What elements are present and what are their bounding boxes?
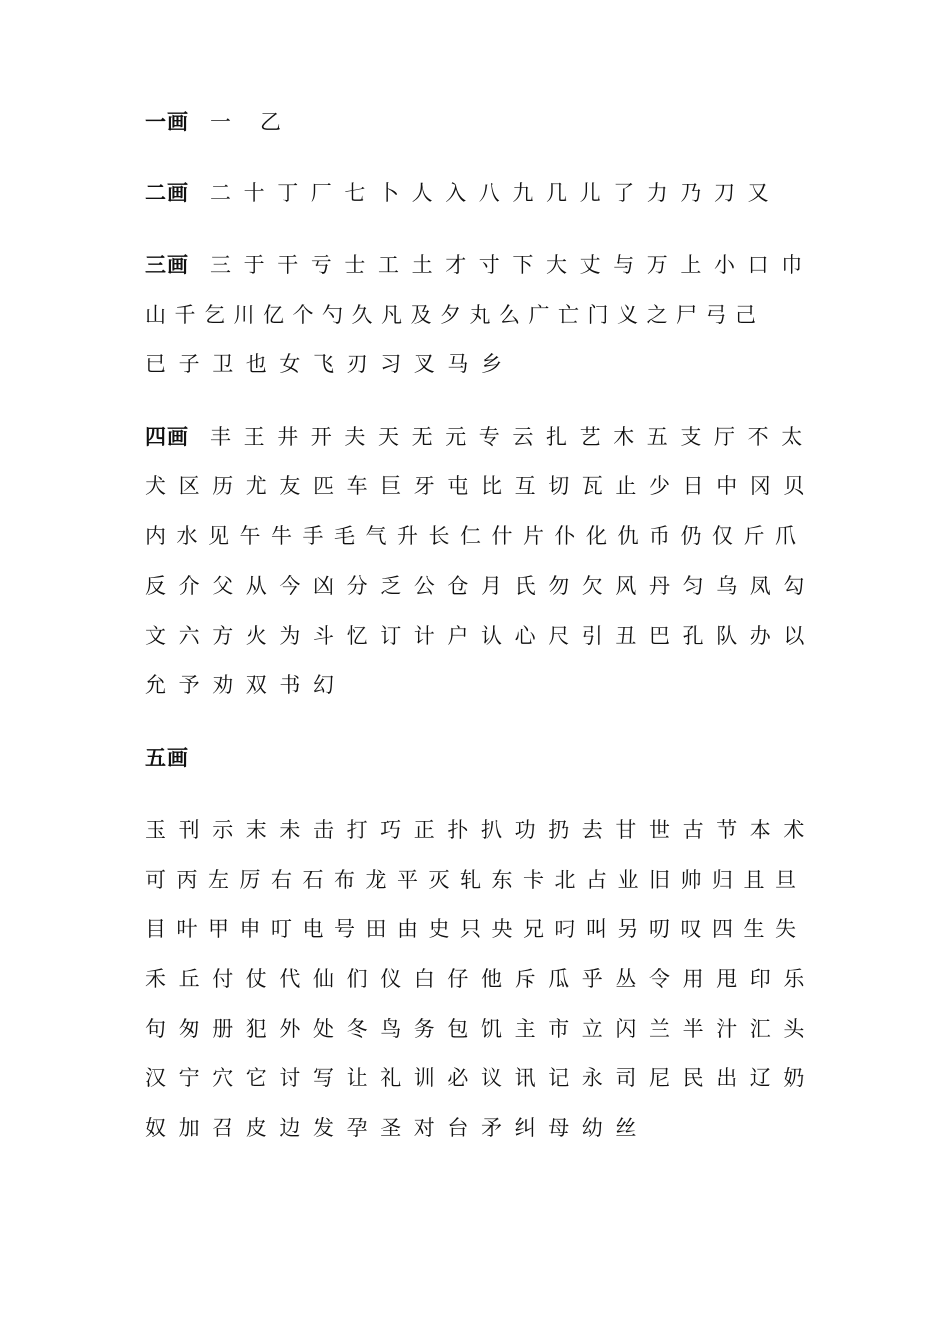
section-heading: 一画 (145, 109, 189, 134)
character-line: 三于干亏士工土才寸下大丈与万上小口巾 (210, 253, 815, 277)
character-line: 句匆册犯外处冬鸟务包饥主市立闪兰半汁汇头 (145, 1017, 817, 1041)
section-heading: 三画 (145, 252, 189, 277)
section-4-strokes (145, 420, 815, 454)
character-line: 丰王井开夫天无元专云扎艺木五支厅不太 (210, 425, 815, 449)
character-line: 奴加召皮边发孕圣对台矛纠母幼丝 (145, 1116, 649, 1140)
section-heading: 四画 (145, 424, 189, 449)
character-line: 文六方火为斗忆订计户认心尺引丑巴孔队办以 (145, 624, 817, 648)
character-line: 犬区历尤友匹车巨牙屯比互切瓦止少日中冈贝 (145, 474, 817, 498)
section-2-strokes (145, 176, 781, 210)
character-line: 一 乙 (210, 110, 285, 134)
character-line: 可丙左厉右石布龙平灭轧东卡北占业旧帅归且旦 (145, 868, 807, 892)
character-line: 反介父从今凶分乏公仓月氏勿欠风丹匀乌凤勾 (145, 574, 817, 598)
section-5-strokes (145, 741, 210, 775)
section-heading: 五画 (145, 745, 189, 770)
character-line: 山千乞川亿个勺久凡及夕丸么广亡门义之尸弓己 (145, 303, 765, 327)
character-line: 内水见午牛手毛气升长仁什片仆化仇币仍仅斤爪 (145, 524, 807, 548)
character-line: 目叶甲申叮电号田由史只央兄叼叫另叨叹四生失 (145, 917, 807, 941)
section-1-stroke (145, 105, 285, 139)
character-line: 已子卫也女飞刃习叉马乡 (145, 352, 515, 376)
character-line: 允予劝双书幻 (145, 673, 347, 697)
character-line: 汉宁穴它讨写让礼训必议讯记永司尼民出辽奶 (145, 1066, 817, 1090)
character-line: 玉刊示末未击打巧正扑扒功扔去甘世古节本术 (145, 818, 817, 842)
character-line: 禾丘付仗代仙们仪白仔他斥瓜乎丛令用甩印乐 (145, 967, 817, 991)
character-line: 二十丁厂七卜人入八九几儿了力乃刀又 (210, 181, 782, 205)
section-heading: 二画 (145, 180, 189, 205)
section-3-strokes (145, 248, 815, 282)
